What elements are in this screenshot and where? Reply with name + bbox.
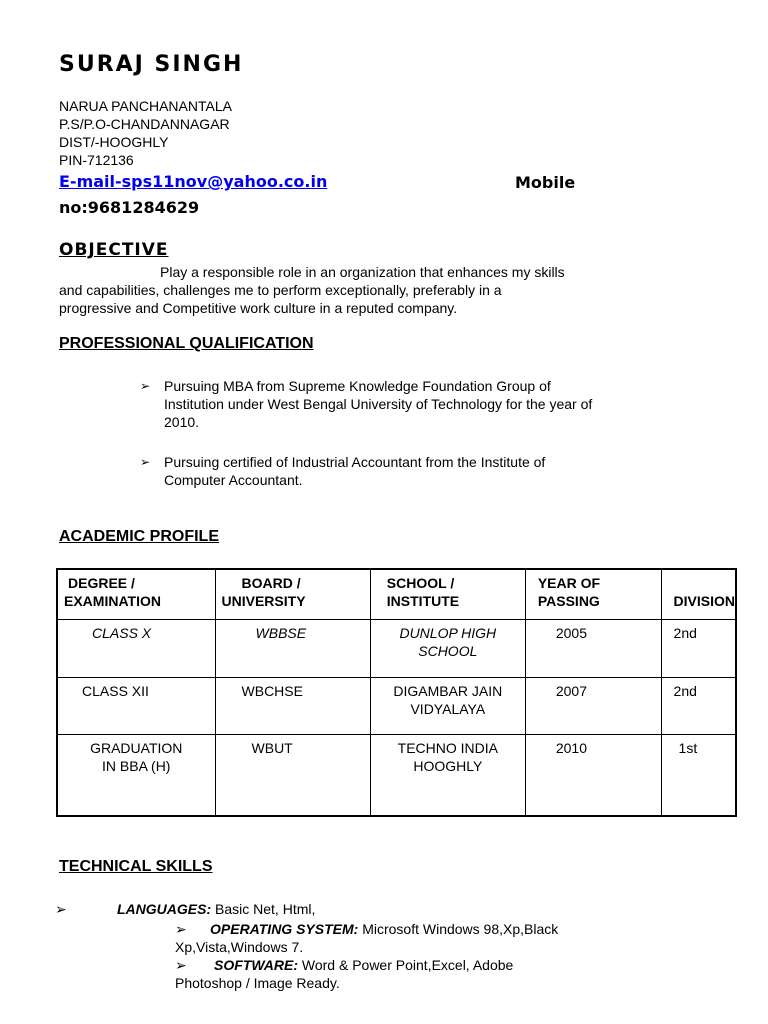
- languages-label: LANGUAGES:: [117, 901, 212, 917]
- os-line: [210, 920, 630, 938]
- software-label: SOFTWARE:: [214, 957, 298, 973]
- table-cell: GRADUATION IN BBA (H): [57, 734, 215, 816]
- address-line: PIN-712136: [59, 152, 134, 168]
- table-cell: 2007: [525, 677, 661, 734]
- table-header-cell: BOARD / UNIVERSITY: [215, 569, 370, 619]
- qualification-text-line: Computer Accountant.: [164, 472, 303, 488]
- arrow-bullet-icon: ➢: [140, 455, 151, 469]
- software-value: Word & Power Point,Excel, Adobe: [298, 957, 514, 973]
- table-cell: CLASS XII: [57, 677, 215, 734]
- table-header-cell: SCHOOL / INSTITUTE: [370, 569, 525, 619]
- qualification-text-line: Pursuing certified of Industrial Accountant from the Institute of: [164, 454, 546, 470]
- objective-text-line: Play a responsible role in an organization that enhances my skills: [160, 264, 565, 280]
- table-cell: TECHNO INDIA HOOGHLY: [370, 734, 525, 816]
- technical-skills-heading: TECHNICAL SKILLS: [59, 858, 213, 875]
- table-row: [57, 619, 736, 677]
- table-header-row: [57, 569, 736, 619]
- table-cell: WBUT: [215, 734, 370, 816]
- qualification-item: [140, 377, 650, 433]
- table-row: [57, 734, 736, 816]
- objective-text-line: and capabilities, challenges me to perform exceptionally, preferably in a: [59, 282, 502, 298]
- table-cell: 1st: [661, 734, 736, 816]
- languages-line: [117, 900, 617, 918]
- table-cell: WBCHSE: [215, 677, 370, 734]
- address-line: NARUA PANCHANANTALA: [59, 98, 232, 114]
- table-header-cell: YEAR OF PASSING: [525, 569, 661, 619]
- professional-qualification-heading: PROFESSIONAL QUALIFICATION: [59, 335, 314, 352]
- table-cell: 2nd: [661, 619, 736, 677]
- os-label: OPERATING SYSTEM:: [210, 921, 359, 937]
- qualification-item: [140, 453, 650, 491]
- table-cell: 2010: [525, 734, 661, 816]
- software-line: [214, 956, 634, 974]
- table-header-cell: DIVISION: [661, 569, 736, 619]
- table-header-cell: DEGREE / EXAMINATION: [57, 569, 215, 619]
- email-link[interactable]: E-mail-sps11nov@yahoo.co.in: [59, 172, 328, 191]
- os-value-continued: Xp,Vista,Windows 7.: [175, 939, 304, 955]
- qualification-text-line: Pursuing MBA from Supreme Knowledge Foundation Group of: [164, 378, 551, 394]
- arrow-bullet-icon: ➢: [175, 957, 187, 973]
- software-value-continued: Photoshop / Image Ready.: [175, 975, 340, 991]
- table-cell: WBBSE: [215, 619, 370, 677]
- languages-value: Basic Net, Html,: [211, 901, 316, 917]
- address-line: P.S/P.O-CHANDANNAGAR: [59, 116, 230, 132]
- os-value: Microsoft Windows 98,Xp,Black: [358, 921, 559, 937]
- arrow-bullet-icon: ➢: [175, 921, 187, 937]
- mobile-number: no:9681284629: [59, 198, 200, 217]
- address-line: DIST/-HOOGHLY: [59, 134, 169, 150]
- academic-table: [56, 568, 737, 817]
- mobile-label: Mobile: [515, 173, 576, 192]
- table-cell: 2005: [525, 619, 661, 677]
- table-cell: DUNLOP HIGH SCHOOL: [370, 619, 525, 677]
- academic-profile-heading: ACADEMIC PROFILE: [59, 528, 219, 545]
- candidate-name: SURAJ SINGH: [59, 52, 244, 77]
- table-cell: 2nd: [661, 677, 736, 734]
- qualification-text-line: 2010.: [164, 414, 200, 430]
- objective-heading: OBJECTIVE: [59, 240, 169, 260]
- arrow-bullet-icon: ➢: [140, 379, 151, 393]
- table-row: [57, 677, 736, 734]
- qualification-text-line: Institution under West Bengal University of Technology for the year of: [164, 396, 593, 412]
- table-cell: DIGAMBAR JAIN VIDYALAYA: [370, 677, 525, 734]
- arrow-bullet-icon: ➢: [55, 901, 67, 917]
- objective-text-line: progressive and Competitive work culture in a reputed company.: [59, 300, 458, 316]
- table-cell: CLASS X: [57, 619, 215, 677]
